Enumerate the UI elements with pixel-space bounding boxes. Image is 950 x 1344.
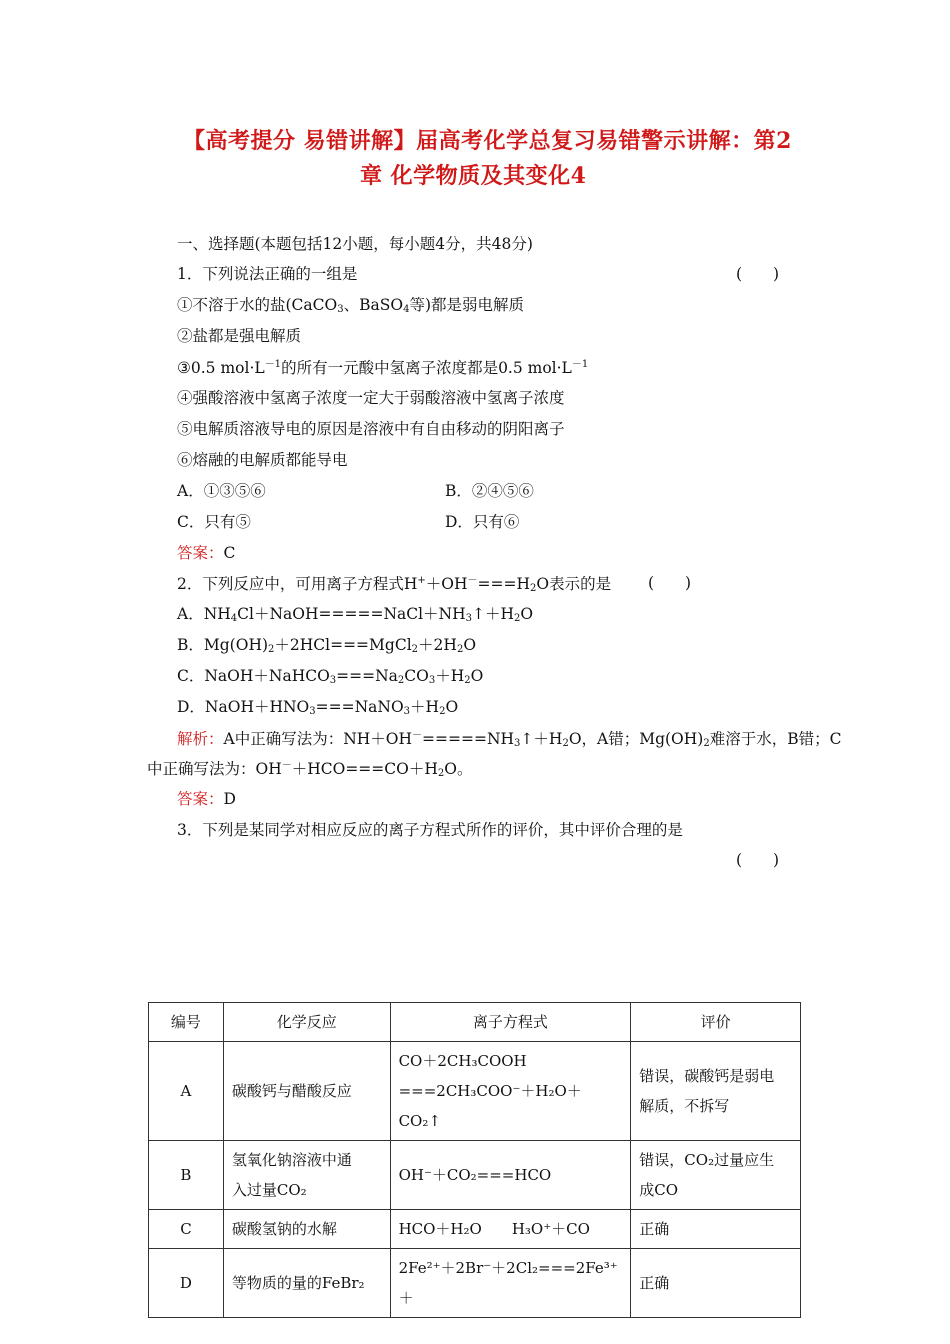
row-evaluation: 错误，CO₂过量应生 成CO [631, 1141, 801, 1210]
evaluation-table [148, 1002, 801, 1318]
row-equation: HCO＋H₂O H₃O⁺＋CO [390, 1210, 631, 1249]
row-id: A [149, 1042, 224, 1141]
row-evaluation: 错误，碳酸钙是弱电 解质，不拆写 [631, 1042, 801, 1141]
q2-option-a: A．$NH_4Cl+NaOH=====NaCl+NH_3↑+H_2O$ [177, 605, 534, 624]
q1-statement-6: ⑥熔融的电解质都能导电 [177, 451, 348, 469]
table-row [149, 1042, 801, 1141]
row-equation: CO＋2CH₃COOH ===2CH₃COO⁻＋H₂O＋CO₂↑ [390, 1042, 631, 1141]
q3-answer-parentheses: ( ) [736, 851, 780, 869]
document-title-line-1: 【高考提分 易错讲解】届高考化学总复习易错警示讲解：第2 [183, 128, 792, 154]
q1-statement-3: ③0.5 $mol\cdot L^{-1}$的所有一元酸中氢离子浓度都是0.5 $mol\cdot L^{-1}$ [177, 359, 589, 377]
row-reaction: 碳酸氢钠的水解 [223, 1210, 390, 1249]
q1-answer-parentheses: ( ) [736, 265, 780, 283]
q2-stem: 2．下列反应中，可用离子方程式$H^++OH^-===H_2O$表示的是 [177, 575, 612, 594]
q2-option-d: D．$NaOH+HNO_3===NaNO_3+H_2O$ [177, 698, 459, 717]
header-equation: 离子方程式 [390, 1003, 631, 1042]
q2-option-b: B．$Mg(OH)_2+2HCl===MgCl_2+2H_2O$ [177, 636, 477, 655]
q1-stem: 1．下列说法正确的一组是 [177, 265, 358, 283]
q3-stem: 3．下列是某同学对相应反应的离子方程式所作的评价，其中评价合理的是 [177, 821, 683, 839]
document-title-line-2: 章 化学物质及其变化4 [360, 163, 587, 189]
q2-explanation-line-1: 解析：A中正确写法为：$NH+OH^-=====NH_3↑+H_2O$，A错；$Mg(OH)_2$难溶于水，B错；C [177, 730, 842, 749]
q2-answer: 答案：D [177, 790, 236, 808]
table-header-row [149, 1003, 801, 1042]
header-evaluation: 评价 [631, 1003, 801, 1042]
row-evaluation: 正确 [631, 1210, 801, 1249]
row-reaction: 等物质的量的FeBr₂ [223, 1249, 390, 1318]
row-equation: 2Fe²⁺＋2Br⁻＋2Cl₂===2Fe³⁺＋ [390, 1249, 631, 1318]
row-id: C [149, 1210, 224, 1249]
header-reaction: 化学反应 [223, 1003, 390, 1042]
q1-option-c: C．只有⑤ [177, 513, 251, 531]
q1-option-b: B．②④⑤⑥ [445, 482, 534, 500]
row-reaction: 碳酸钙与醋酸反应 [223, 1042, 390, 1141]
q1-statement-4: ④强酸溶液中氢离子浓度一定大于弱酸溶液中氢离子浓度 [177, 389, 565, 407]
row-id: B [149, 1141, 224, 1210]
q1-option-a: A．①③⑤⑥ [177, 482, 266, 500]
row-id: D [149, 1249, 224, 1318]
q2-explanation-line-2: 中正确写法为：$OH^-+HCO===CO+H_2O$。 [147, 760, 473, 779]
q1-statement-2: ②盐都是强电解质 [177, 327, 302, 345]
q1-option-d: D．只有⑥ [445, 513, 520, 531]
header-id: 编号 [149, 1003, 224, 1042]
table-row [149, 1249, 801, 1318]
table-row [149, 1141, 801, 1210]
q1-answer: 答案：C [177, 544, 236, 562]
q1-statement-1: ①不溶于水的盐(CaCO$_3$、BaSO$_4$等)都是弱电解质 [177, 296, 524, 315]
row-reaction: 氢氧化钠溶液中通 入过量CO₂ [223, 1141, 390, 1210]
section-heading: 一、选择题(本题包括12小题，每小题4分，共48分) [177, 235, 533, 253]
table-row [149, 1210, 801, 1249]
q2-answer-parentheses: ( ) [648, 574, 692, 592]
row-equation: OH⁻＋CO₂===HCO [390, 1141, 631, 1210]
row-evaluation: 正确 [631, 1249, 801, 1318]
q1-statement-5: ⑤电解质溶液导电的原因是溶液中有自由移动的阴阳离子 [177, 420, 565, 438]
q2-option-c: C．$NaOH+NaHCO_3===Na_2CO_3+H_2O$ [177, 667, 484, 686]
